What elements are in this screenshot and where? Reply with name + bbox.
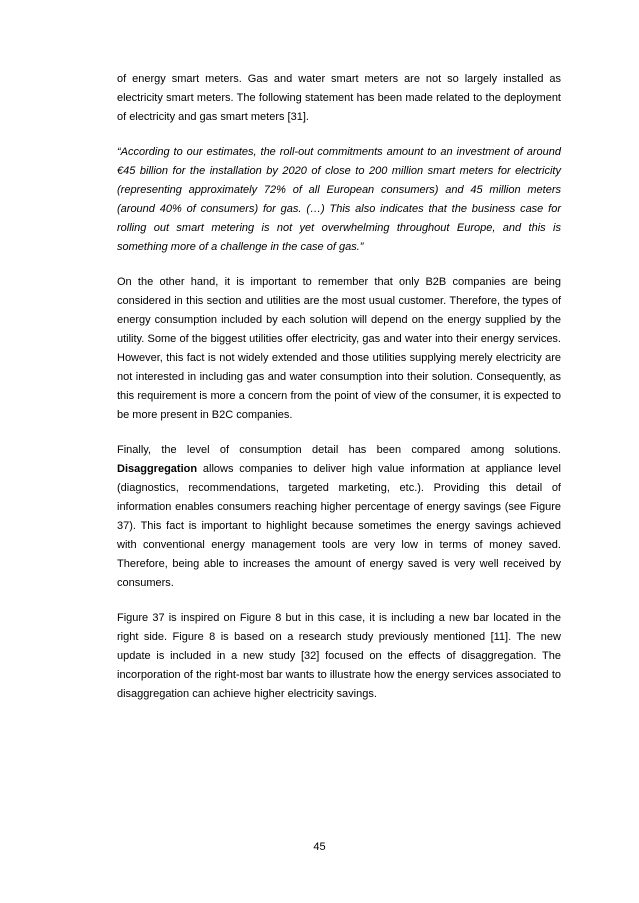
page-number: 45 xyxy=(313,841,326,853)
paragraph-disaggregation-rest: allows companies to deliver high value information at appliance level (diagnostics, recommendations, targeted marketing, etc.). Providing this detail of information enables consumers reaching higher percentage of energy savings (see Figure 37). This fact is important to highlight because sometimes the energy savings achieved with conventional energy management tools are very low in terms of money saved. Therefore, being able to increases the amount of energy saved is very well received by consumers. xyxy=(117,463,561,589)
paragraph-disaggregation xyxy=(117,441,561,593)
paragraph-b2b-companies: On the other hand, it is important to remember that only B2B companies are being considered in this section and utilities are the most usual customer. Therefore, the types of energy consumption included by each solution will depend on the energy supplied by the utility. Some of the biggest utilities offer electricity, gas and water into their energy services. However, this fact is not widely extended and those utilities supplying merely electricity are not interested in including gas and water consumption into their solution. Consequently, as this requirement is more a concern from the point of view of the consumer, it is expected to be more present in B2C companies. xyxy=(117,276,561,421)
disaggregation-term: Disaggregation xyxy=(117,463,198,475)
paragraph-disaggregation-intro: Finally, the level of consumption detail has been compared among solutions. xyxy=(117,444,561,456)
paragraph-quotation: “According to our estimates, the roll-out commitments amount to an investment of around €45 billion for the installation by 2020 of close to 200 million smart meters for electricity (representing approximately 72% of all European consumers) and 45 million meters (around 40% of consumers) for gas. (…) This also indicates that the business case for rolling out smart metering is not yet overwhelming throughout Europe, and this is something more of a challenge in the case of gas.” xyxy=(117,146,561,253)
paragraph-figure-37: Figure 37 is inspired on Figure 8 but in this case, it is including a new bar located in the right side. Figure 8 is based on a research study previously mentioned [11]. The new update is included in a new study [32] focused on the effects of disaggregation. The incorporation of the right-most bar wants to illustrate how the energy services associated to disaggregation can achieve higher electricity savings. xyxy=(117,612,561,700)
paragraph-smart-meters: of energy smart meters. Gas and water smart meters are not so largely installed as electricity smart meters. The following statement has been made related to the deployment of electricity and gas smart meters [31]. xyxy=(117,73,561,123)
document-body xyxy=(117,70,561,720)
